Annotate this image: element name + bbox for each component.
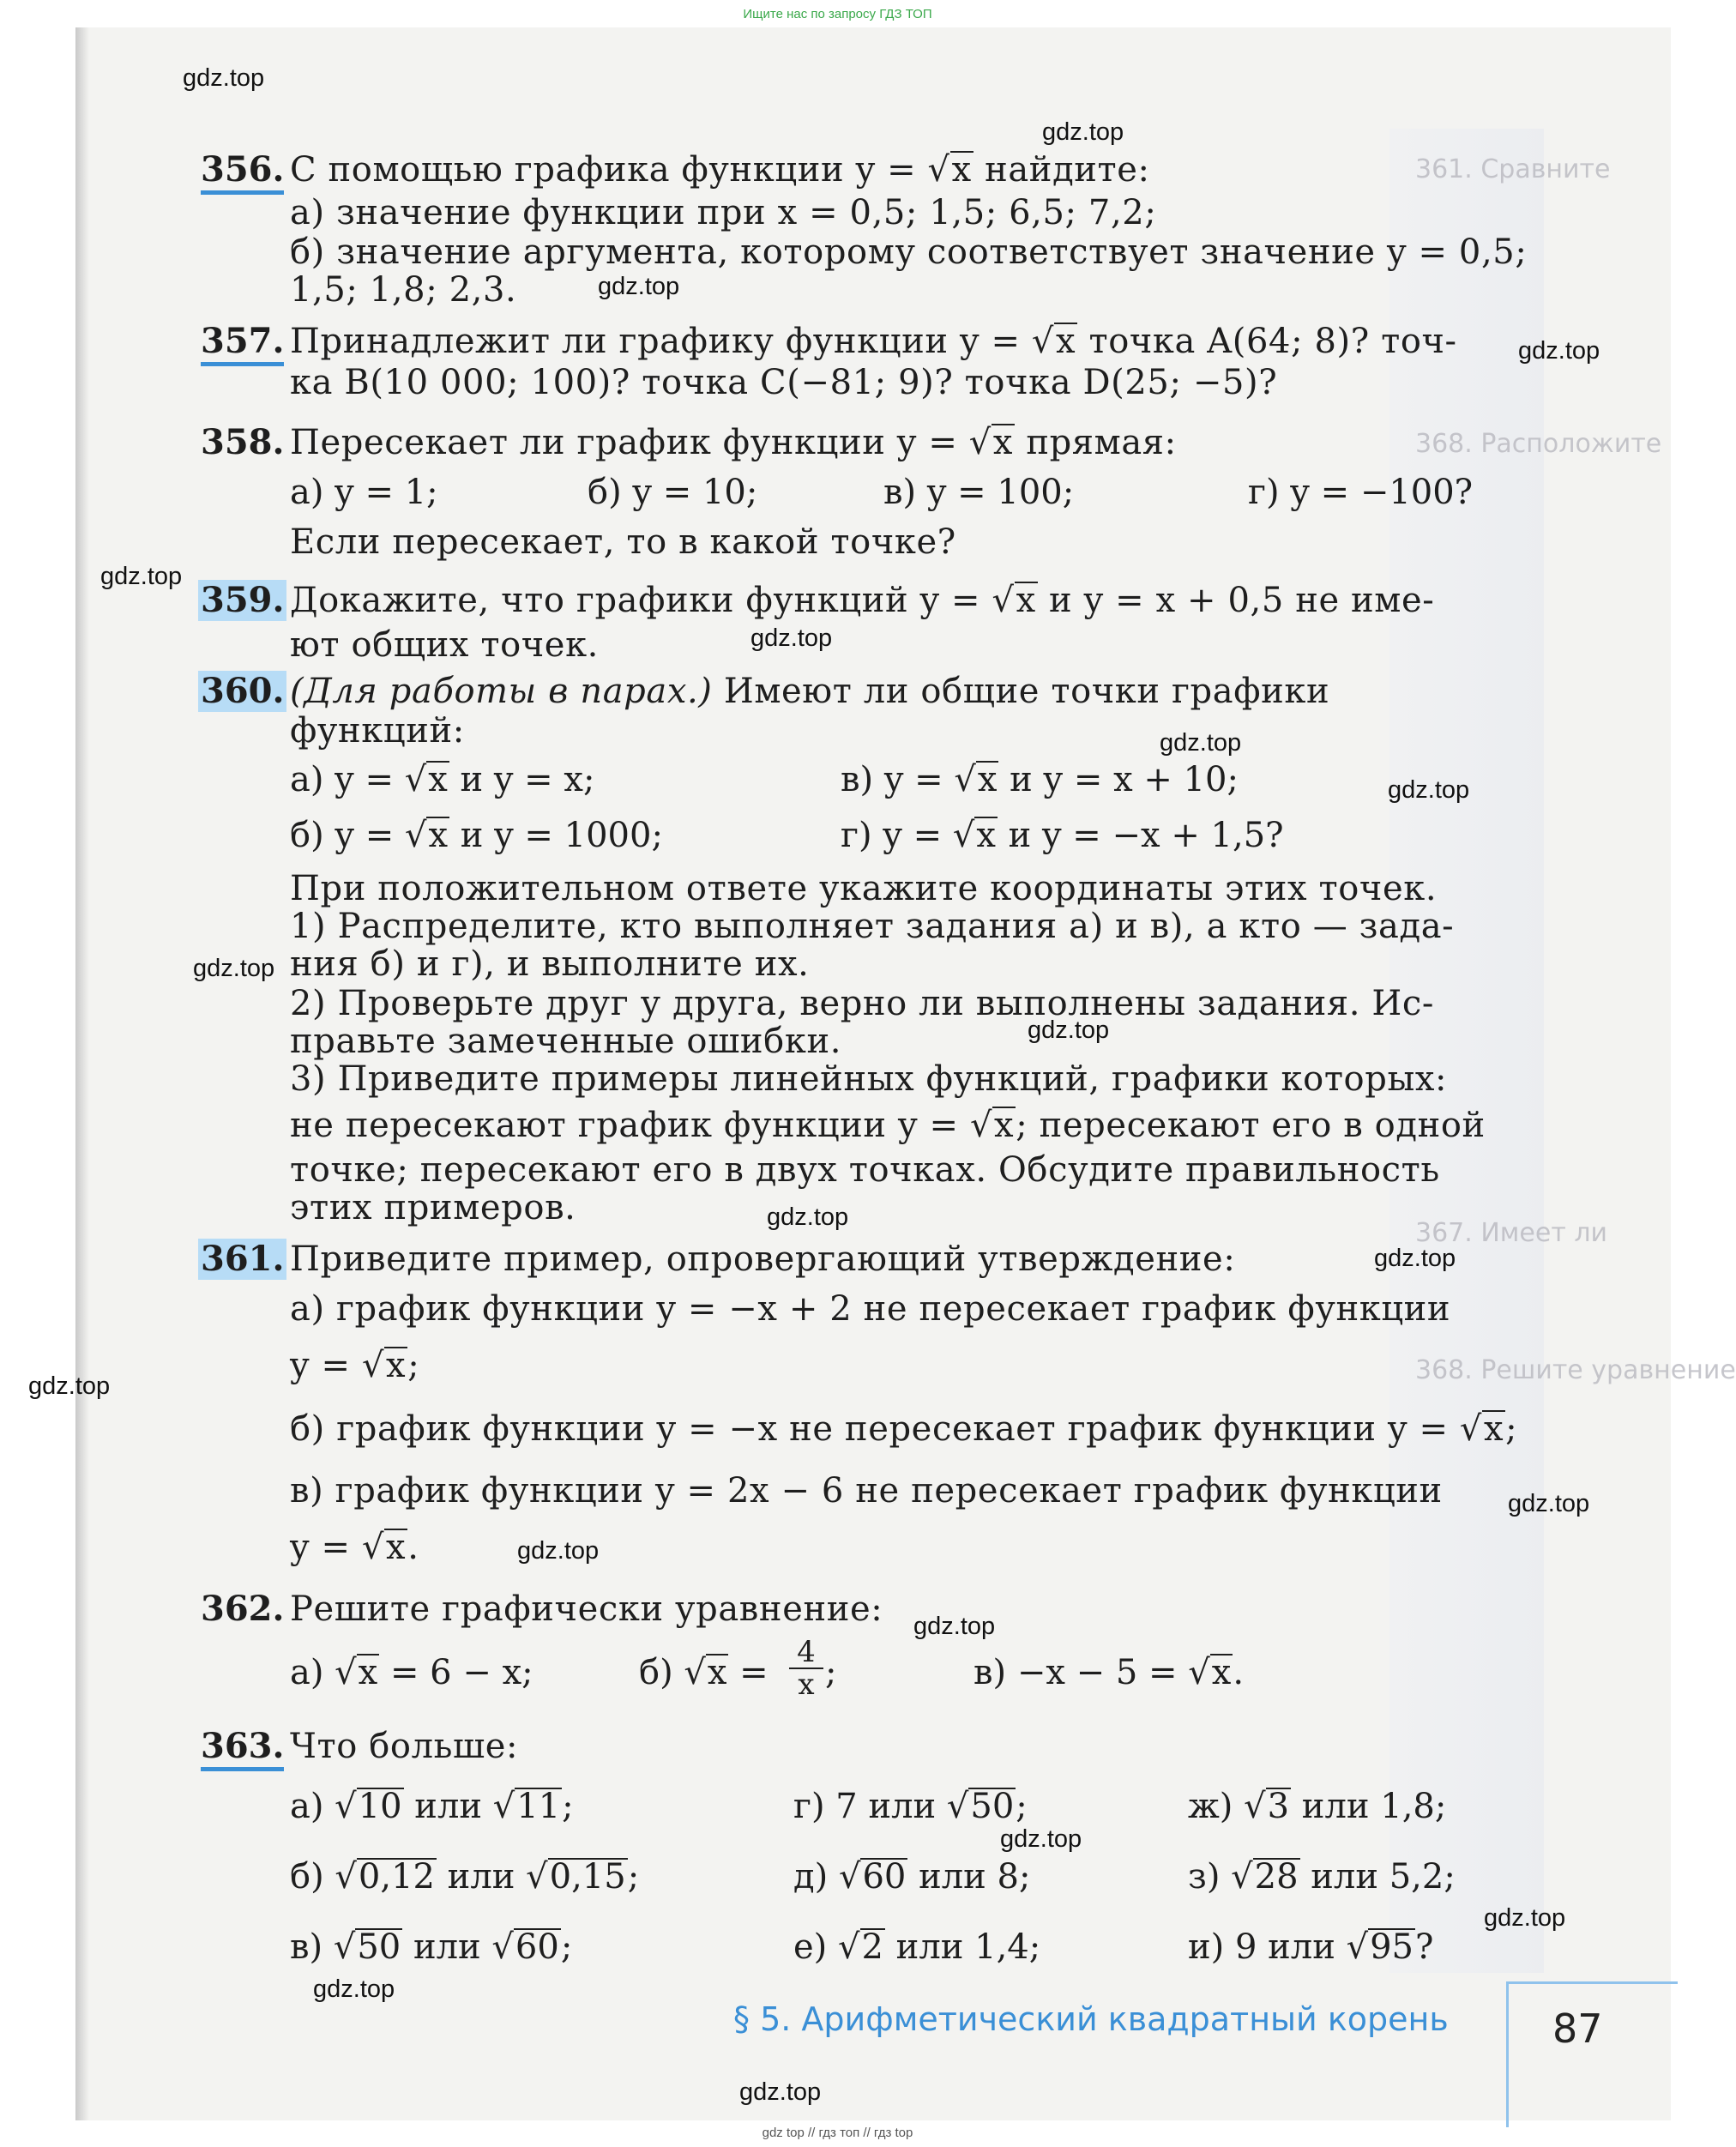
watermark: gdz.top — [1374, 1245, 1456, 1272]
problem-362-fraction: $\frac{4}{x}$ — [789, 1637, 823, 1700]
problem-356-line-4: 1,5; 1,8; 2,3. — [290, 270, 517, 310]
watermark: gdz.top — [1388, 776, 1470, 804]
bleed-text: 367. Имеет ли — [1415, 1218, 1608, 1248]
problem-360-line-7: ния б) и г), и выполните их. — [290, 944, 810, 984]
problem-360-option-a: а) y = √x и y = x; — [290, 760, 595, 799]
problem-361-line-5: в) график функции y = 2x − 6 не пересекает график функции — [290, 1471, 1443, 1511]
problem-363-option-d: д) √60 или 8; — [793, 1857, 1031, 1897]
problem-362-option-b: б) √x = — [639, 1653, 769, 1692]
problem-356-line-3: б) значение аргумента, которому соответствует значение y = 0,5; — [290, 232, 1528, 272]
problem-number-356: 356. — [201, 149, 284, 195]
problem-361-line-2: а) график функции y = −x + 2 не пересекает график функции — [290, 1289, 1451, 1329]
problem-362-option-b-end: ; — [825, 1653, 837, 1692]
watermark: gdz.top — [1000, 1825, 1082, 1853]
problem-360-line-1: (Для работы в парах.) Имеют ли общие точки графики — [290, 672, 1330, 711]
watermark: gdz.top — [517, 1537, 600, 1565]
problem-number-358: 358. — [201, 422, 285, 462]
problem-360-line-2: функций: — [290, 711, 465, 751]
problem-358-option-a: а) y = 1; — [290, 473, 438, 512]
problem-360-line-12: точке; пересекают его в двух точках. Обсудите правильность — [290, 1150, 1440, 1190]
problem-360-line-8: 2) Проверьте друг у друга, верно ли выполнены задания. Ис- — [290, 984, 1434, 1023]
watermark: gdz.top — [767, 1203, 849, 1231]
problem-358-option-v: в) y = 100; — [883, 473, 1075, 512]
problem-360-option-b: б) y = √x и y = 1000; — [290, 816, 663, 855]
watermark: gdz.top — [1028, 1016, 1110, 1044]
problem-number-357: 357. — [201, 321, 284, 366]
watermark: gdz.top — [28, 1372, 111, 1400]
page-shadow — [75, 27, 89, 2120]
problem-361-line-1: Приведите пример, опровергающий утверждение: — [290, 1239, 1236, 1279]
problem-358-option-g: г) y = −100? — [1248, 473, 1474, 512]
watermark: gdz.top — [183, 64, 265, 92]
problem-360-line-11: не пересекают график функции y = √x; пересекают его в одной — [290, 1106, 1486, 1145]
problem-number-362: 362. — [201, 1589, 285, 1629]
problem-358-line-3: Если пересекает, то в какой точке? — [290, 522, 956, 562]
problem-number-360: 360. — [198, 671, 286, 712]
problem-356-line-1: С помощью графика функции y = √x найдите: — [290, 150, 1150, 190]
watermark: gdz.top — [193, 955, 275, 982]
problem-359-line-2: ют общих точек. — [290, 625, 599, 665]
problem-357-line-2: ка B(10 000; 100)? точка C(−81; 9)? точка D(25; −5)? — [290, 363, 1278, 402]
problem-363-option-a: а) √10 или √11; — [290, 1787, 574, 1826]
problem-363-option-g: г) 7 или √50; — [793, 1787, 1028, 1826]
problem-362-option-v: в) −x − 5 = √x. — [973, 1653, 1245, 1692]
footer-divider — [1506, 1981, 1678, 1984]
problem-363-option-zh: ж) √3 или 1,8; — [1188, 1787, 1447, 1826]
problem-359-line-1: Докажите, что графики функций y = √x и y = x + 0,5 не име- — [290, 581, 1435, 620]
problem-360-line-6: 1) Распределите, кто выполняет задания а) и в), а кто — зада- — [290, 907, 1455, 946]
watermark: gdz.top — [313, 1975, 395, 2003]
problem-362-line-1: Решите графически уравнение: — [290, 1589, 883, 1629]
problem-360-line-9: правьте замеченные ошибки. — [290, 1022, 842, 1061]
problem-362-option-a: а) √x = 6 − x; — [290, 1653, 533, 1692]
watermark: gdz.top — [1160, 729, 1242, 757]
watermark: gdz.top — [1518, 337, 1600, 365]
watermark: gdz.top — [1042, 118, 1124, 146]
problem-361-line-4: б) график функции y = −x не пересекает график функции y = √x; — [290, 1409, 1518, 1449]
problem-363-option-e: е) √2 или 1,4; — [793, 1927, 1041, 1967]
watermark: gdz.top — [913, 1613, 996, 1640]
top-note: Ищите нас по запросу ГДЗ ТОП — [743, 7, 932, 21]
watermark: gdz.top — [750, 624, 833, 652]
problem-356-line-2: а) значение функции при x = 0,5; 1,5; 6,5; 7,2; — [290, 193, 1157, 232]
bleed-text: 368. Расположите — [1415, 429, 1662, 459]
problem-363-option-b: б) √0,12 или √0,15; — [290, 1857, 640, 1897]
problem-363-option-v: в) √50 или √60; — [290, 1927, 573, 1967]
problem-363-line-1: Что больше: — [290, 1727, 519, 1766]
problem-360-option-g: г) y = √x и y = −x + 1,5? — [841, 816, 1284, 855]
watermark: gdz.top — [1484, 1904, 1566, 1932]
problem-number-359: 359. — [198, 580, 286, 621]
bleed-text: 368. Решите уравнение — [1415, 1355, 1736, 1385]
watermark: gdz.top — [100, 563, 183, 590]
chapter-title: § 5. Арифметический квадратный корень — [733, 2000, 1449, 2038]
problem-358-option-b: б) y = 10; — [588, 473, 758, 512]
watermark: gdz.top — [598, 273, 680, 300]
watermark: gdz.top — [739, 2078, 822, 2106]
problem-360-option-v: в) y = √x и y = x + 10; — [841, 760, 1239, 799]
problem-357-line-1: Принадлежит ли графику функции y = √x точка A(64; 8)? точ- — [290, 322, 1457, 361]
problem-360-line-10: 3) Приведите примеры линейных функций, графики которых: — [290, 1059, 1448, 1099]
problem-361-line-6: y = √x. — [290, 1528, 419, 1567]
problem-363-option-i: и) 9 или √95? — [1188, 1927, 1434, 1967]
problem-number-363: 363. — [201, 1726, 284, 1771]
footer-note: gdz top // гдз топ // гдз top — [762, 2126, 913, 2140]
problem-number-361: 361. — [198, 1239, 286, 1280]
page-number: 87 — [1552, 2005, 1603, 2052]
problem-358-line-1: Пересекает ли график функции y = √x прямая: — [290, 423, 1177, 462]
footer-divider-vertical — [1506, 1981, 1509, 2127]
problem-363-option-z: з) √28 или 5,2; — [1188, 1857, 1456, 1897]
problem-360-line-5: При положительном ответе укажите координаты этих точек. — [290, 869, 1438, 908]
problem-361-line-3: y = √x; — [290, 1346, 420, 1385]
watermark: gdz.top — [1508, 1490, 1590, 1517]
problem-360-line-13: этих примеров. — [290, 1188, 576, 1227]
bleed-text: 361. Сравните — [1415, 154, 1611, 184]
